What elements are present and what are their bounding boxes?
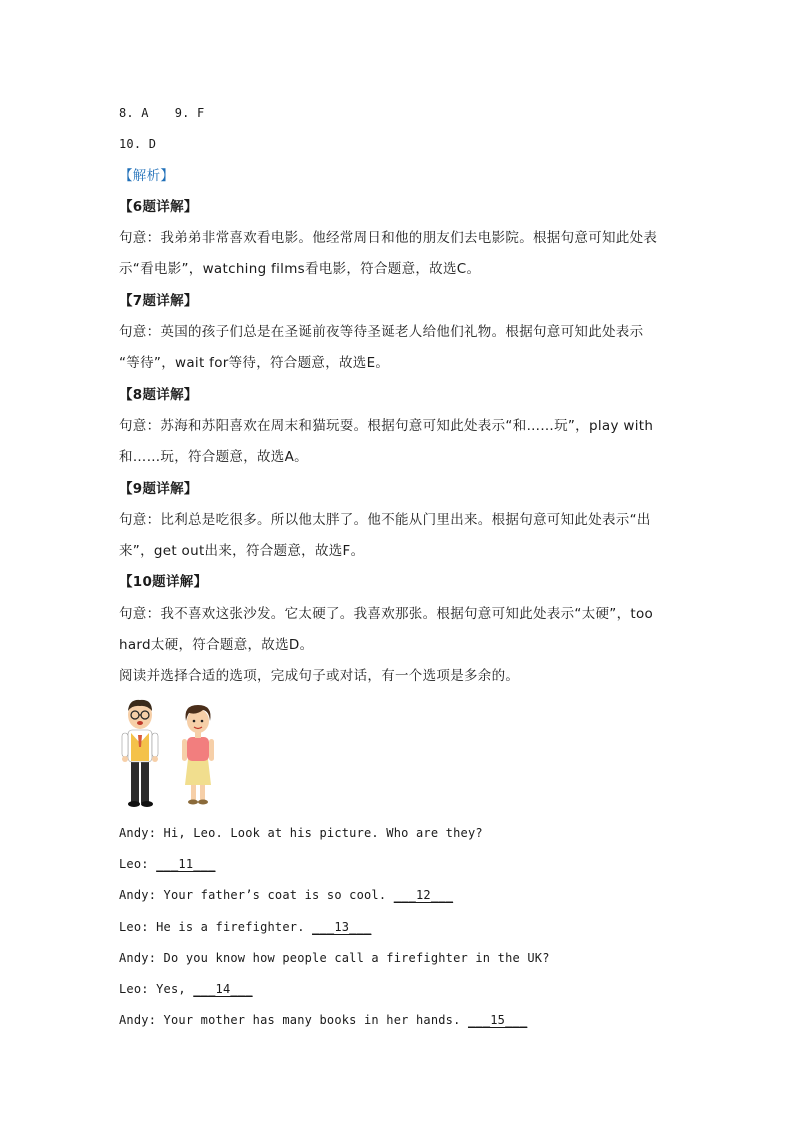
explanation-header: 【6题详解】 xyxy=(119,198,198,215)
answer-line-10 xyxy=(119,129,679,160)
dialogue-line: Leo: Yes, ___14___ xyxy=(119,982,253,997)
explanation-header: 【8题详解】 xyxy=(119,386,198,403)
answer-blank-12[interactable]: ___12___ xyxy=(393,888,454,903)
explanation-header: 【9题详解】 xyxy=(119,480,198,497)
answer-blank-11[interactable]: ___11___ xyxy=(156,856,216,871)
explanation-text: hard太硬，符合题意，故选D。 xyxy=(119,637,314,654)
explanation-9 xyxy=(119,474,679,568)
explanation-text: 句意：英国的孩子们总是在圣诞前夜等待圣诞老人给他们礼物。根据句意可知此处表示 xyxy=(119,324,644,341)
cartoon-parents-image xyxy=(119,697,229,812)
analysis-label: 【解析】 xyxy=(119,167,175,184)
answer-blank-15[interactable]: ___15___ xyxy=(467,1013,528,1028)
answer-8: 8. A xyxy=(119,106,149,120)
explanation-8 xyxy=(119,380,679,474)
explanation-text: 句意：苏海和苏阳喜欢在周末和猫玩耍。根据句意可知此处表示“和……玩”，play with xyxy=(119,417,654,434)
explanation-text: 来”，get out出来，符合题意，故选F。 xyxy=(119,543,365,560)
instruction-text: 阅读并选择合适的选项，完成句子或对话，有一个选项是多余的。 xyxy=(119,668,520,685)
explanation-7 xyxy=(119,286,679,380)
explanation-header: 【10题详解】 xyxy=(119,574,208,591)
dialogue-line: Andy: Do you know how people call a firefighter in the UK? xyxy=(119,950,550,965)
father-figure xyxy=(122,700,158,807)
answer-9: 9. F xyxy=(174,106,205,120)
explanation-6 xyxy=(119,192,679,286)
explanation-10 xyxy=(119,567,679,661)
answer-blank-14[interactable]: ___14___ xyxy=(193,982,253,997)
document-page xyxy=(119,98,679,1037)
explanation-text: 示“看电影”，watching films看电影，符合题意，故选C。 xyxy=(119,261,481,278)
dialogue-line: Andy: Hi, Leo. Look at his picture. Who are they? xyxy=(119,825,483,840)
explanation-text: 和……玩，符合题意，故选A。 xyxy=(119,449,308,466)
dialogue xyxy=(119,818,679,1037)
parents-illustration xyxy=(119,693,679,818)
explanation-header: 【7题详解】 xyxy=(119,292,198,309)
answer-10: 10. D xyxy=(119,137,157,152)
explanation-text: 句意：比利总是吃很多。所以他太胖了。他不能从门里出来。根据句意可知此处表示“出 xyxy=(119,511,651,528)
dialogue-line: Leo: He is a firefighter. ___13___ xyxy=(119,919,372,934)
explanation-text: “等待”，wait for等待，符合题意，故选E。 xyxy=(119,355,390,372)
explanation-text: 句意：我弟弟非常喜欢看电影。他经常周日和他的朋友们去电影院。根据句意可知此处表 xyxy=(119,230,658,247)
mother-figure xyxy=(182,705,214,805)
dialogue-line: Andy: Your father’s coat is so cool. ___12___ xyxy=(119,888,454,903)
dialogue-line: Andy: Your mother has many books in her hands. ___15___ xyxy=(119,1013,528,1028)
answer-line-8-9 xyxy=(119,98,679,129)
answer-blank-13[interactable]: ___13___ xyxy=(312,919,372,934)
dialogue-line: Leo: ___11___ xyxy=(119,856,216,871)
explanation-text: 句意：我不喜欢这张沙发。它太硬了。我喜欢那张。根据句意可知此处表示“太硬”，too xyxy=(119,605,654,622)
